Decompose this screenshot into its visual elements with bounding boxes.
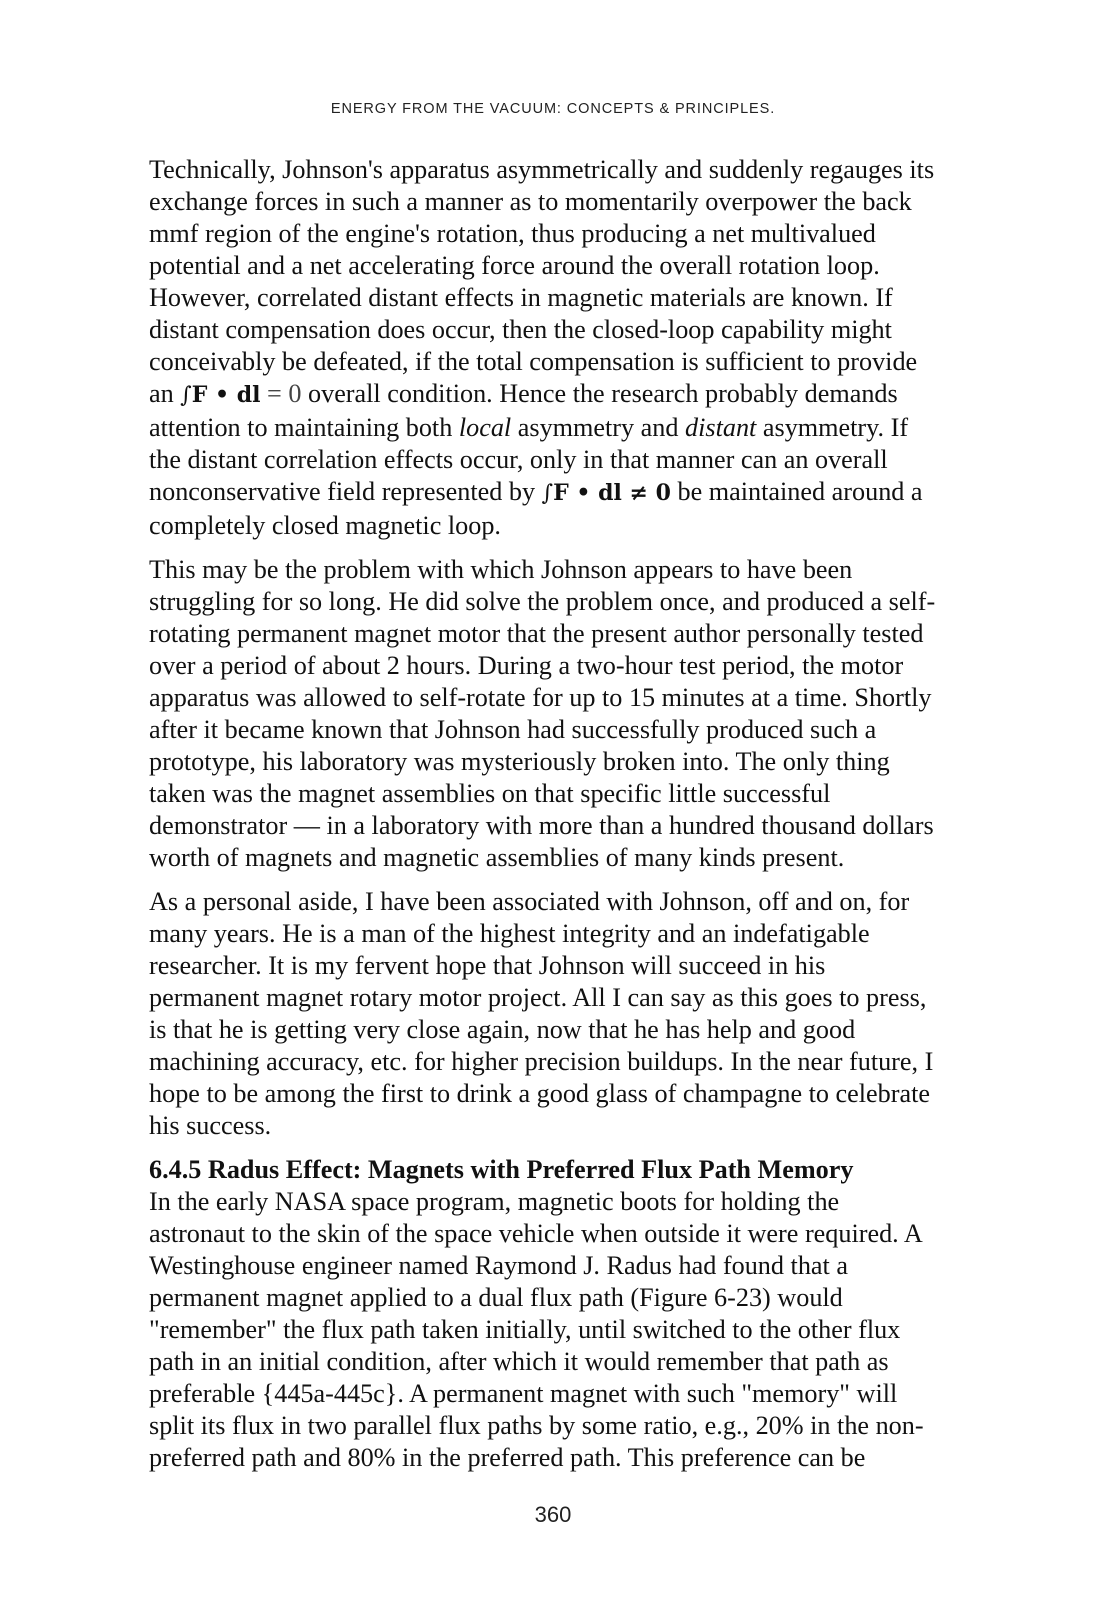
integral-symbol: ∫	[541, 481, 554, 506]
text-line: the distant correlation effects occur, only in that manner can an overall	[149, 445, 888, 474]
text-line: completely closed magnetic loop.	[149, 511, 501, 540]
text-line: taken was the magnet assemblies on that specific little successful	[149, 779, 831, 808]
text-line: This may be the problem with which Johnson appears to have been	[149, 555, 853, 584]
page-number: 360	[534, 1502, 572, 1527]
text-line: struggling for so long. He did solve the problem once, and produced a self-	[149, 587, 936, 616]
text-fragment: an	[149, 379, 181, 408]
text-line: However, correlated distant effects in magnetic materials are known. If	[149, 283, 893, 312]
text-line: mmf region of the engine's rotation, thus producing a net multivalued	[149, 219, 876, 248]
paragraph-johnson-problem	[149, 554, 1009, 874]
emphasis-distant: distant	[685, 413, 757, 442]
text-line: astronaut to the skin of the space vehicle when outside it were required. A	[149, 1219, 923, 1248]
section-radus-effect	[149, 1154, 1009, 1474]
running-header: ENERGY FROM THE VACUUM: CONCEPTS & PRINCIPLES.	[330, 101, 776, 117]
text-line: many years. He is a man of the highest integrity and an indefatigable	[149, 919, 870, 948]
text-line: over a period of about 2 hours. During a two-hour test period, the motor	[149, 651, 904, 680]
text-line: hope to be among the first to drink a good glass of champagne to celebrate	[149, 1079, 931, 1108]
text-line: permanent magnet applied to a dual flux path (Figure 6-23) would	[149, 1283, 843, 1312]
text-line: conceivably be defeated, if the total compensation is sufficient to provide	[149, 347, 918, 376]
paragraph-personal-aside	[149, 886, 1009, 1142]
text-line: path in an initial condition, after which it would remember that path as	[149, 1347, 889, 1376]
text-line: after it became known that Johnson had successfully produced such a	[149, 715, 877, 744]
integral-symbol: ∫	[180, 383, 192, 408]
emphasis-local: local	[458, 413, 512, 442]
text-line: Westinghouse engineer named Raymond J. Radus had found that a	[149, 1251, 848, 1280]
text-fragment: asymmetry and	[511, 413, 686, 442]
text-line: worth of magnets and magnetic assemblies of many kinds present.	[149, 843, 845, 872]
text-line: is that he is getting very close again, now that he has help and good	[149, 1015, 856, 1044]
text-line: exchange forces in such a manner as to momentarily overpower the back	[149, 187, 912, 216]
text-line: permanent magnet rotary motor project. All I can say as this goes to press,	[149, 983, 927, 1012]
text-line-with-emphasis	[149, 412, 1009, 444]
text-line: "remember" the flux path taken initially, until switched to the other flux	[149, 1315, 901, 1344]
text-fragment: nonconservative field represented by	[149, 477, 542, 506]
text-fragment: overall condition. Hence the research probably demands	[301, 379, 898, 408]
text-line: split its flux in two parallel flux paths by some ratio, e.g., 20% in the non-	[149, 1411, 924, 1440]
text-line: apparatus was allowed to self-rotate for up to 15 minutes at a time. Shortly	[149, 683, 932, 712]
text-fragment: attention to maintaining both	[149, 413, 459, 442]
equation-bold: F • dl	[191, 382, 261, 408]
text-line: Technically, Johnson's apparatus asymmetrically and suddenly regauges its	[149, 155, 935, 184]
text-line: his success.	[149, 1111, 272, 1140]
text-line-with-equation	[149, 476, 1009, 510]
text-fragment: be maintained around a	[670, 477, 923, 506]
text-line-with-equation	[149, 378, 1009, 412]
text-line: preferable {445a-445c}. A permanent magnet with such "memory" will	[149, 1379, 898, 1408]
text-line: machining accuracy, etc. for higher precision buildups. In the near future, I	[149, 1047, 934, 1076]
text-line: rotating permanent magnet motor that the present author personally tested	[149, 619, 924, 648]
paragraph-johnson-technical	[149, 154, 1009, 542]
text-line: distant compensation does occur, then the closed-loop capability might	[149, 315, 892, 344]
body-text	[149, 154, 1009, 1486]
text-line: potential and a net accelerating force around the overall rotation loop.	[149, 251, 880, 280]
text-line: demonstrator — in a laboratory with more than a hundred thousand dollars	[149, 811, 934, 840]
text-line: researcher. It is my fervent hope that Johnson will succeed in his	[149, 951, 826, 980]
section-heading: 6.4.5 Radus Effect: Magnets with Preferred Flux Path Memory	[149, 1155, 854, 1184]
text-line: prototype, his laboratory was mysteriously broken into. The only thing	[149, 747, 890, 776]
equation-bold: F • dl ≠ 0	[553, 480, 671, 506]
text-fragment: asymmetry. If	[756, 413, 909, 442]
text-line: As a personal aside, I have been associated with Johnson, off and on, for	[149, 887, 910, 916]
text-line: preferred path and 80% in the preferred path. This preference can be	[149, 1443, 866, 1472]
text-line: In the early NASA space program, magnetic boots for holding the	[149, 1187, 840, 1216]
equation-rest: = 0	[260, 379, 302, 408]
